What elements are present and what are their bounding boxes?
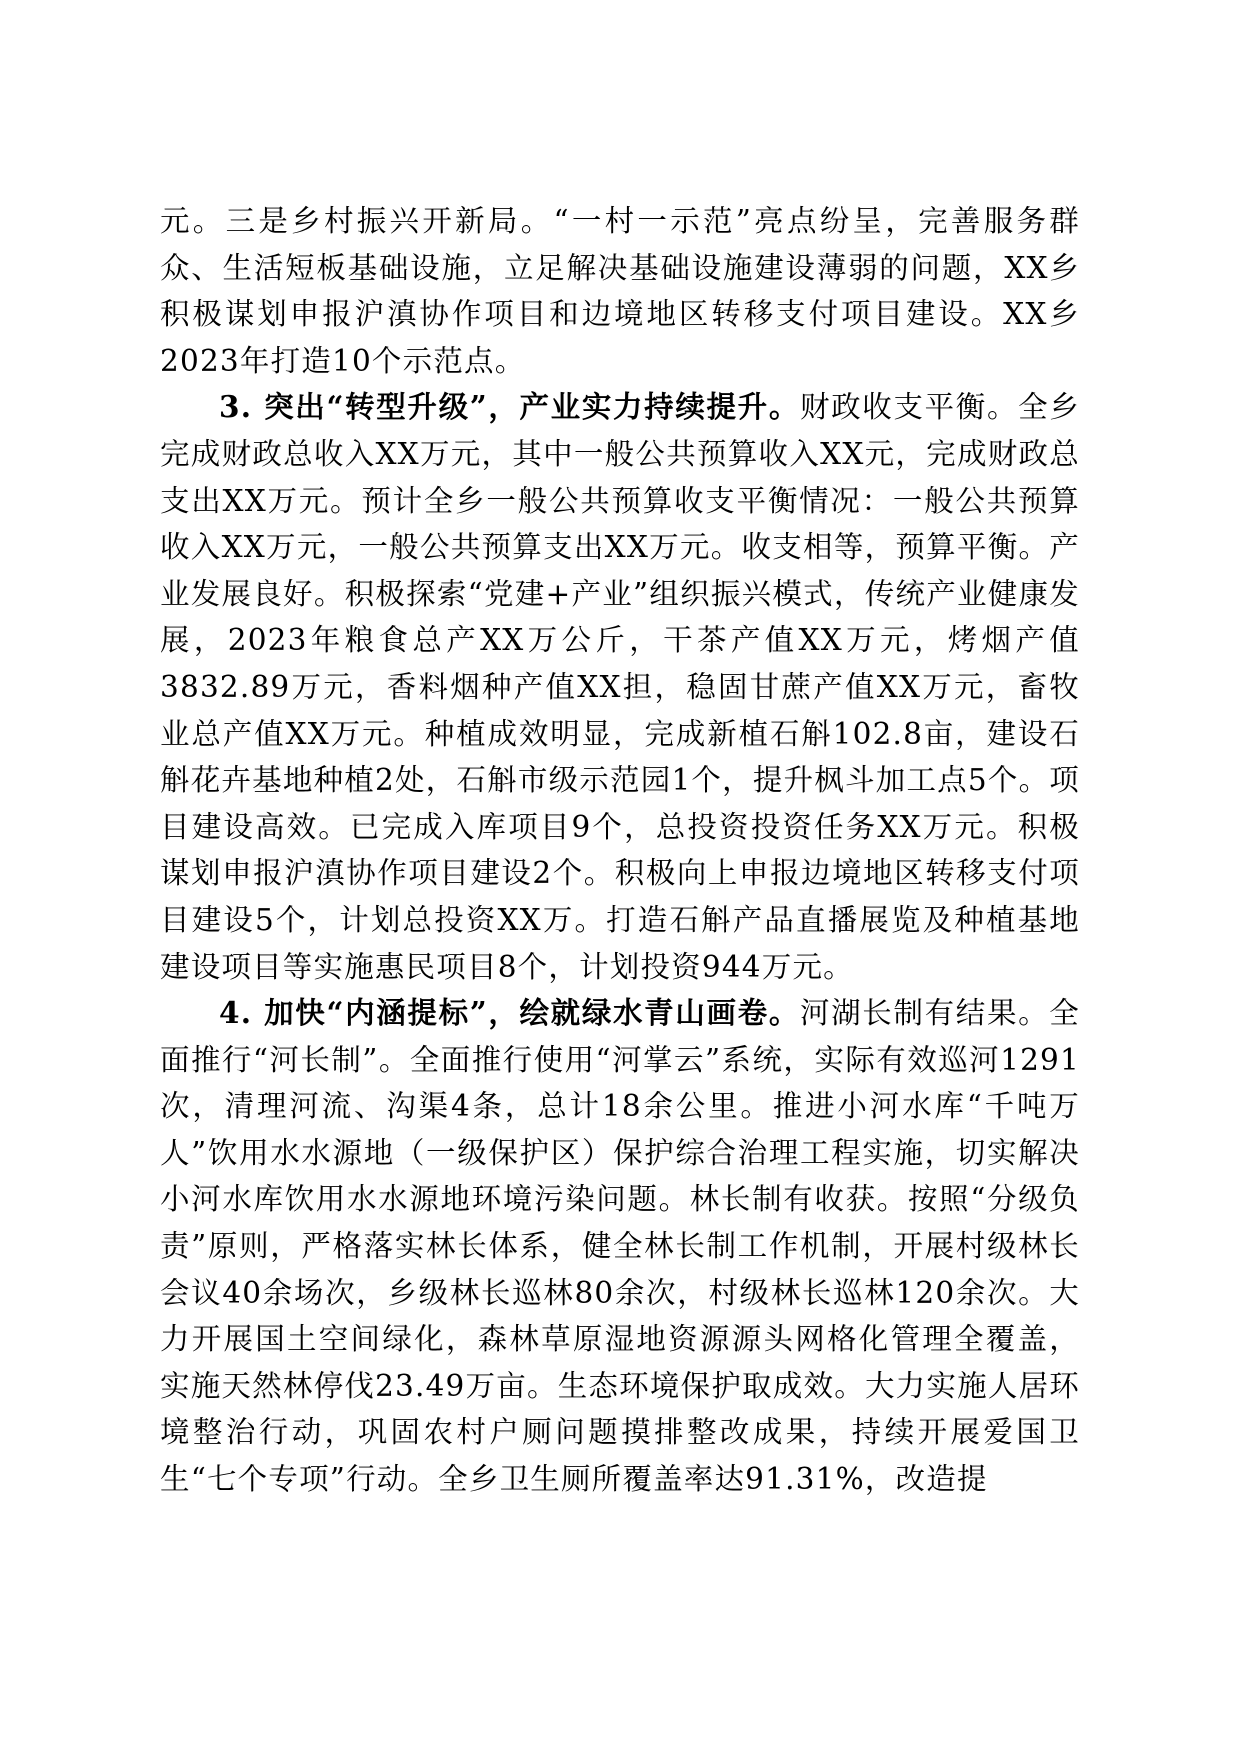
paragraph-body: 元。三是乡村振兴开新局。“一村一示范”亮点纷呈，完善服务群众、生活短板基础设施，立足解决基础设施建设薄弱的问题，XX乡积极谋划申报沪滇协作项目和边境地区转移支付项目建设。XX乡2023年打造10个示范点。 [160,204,1080,378]
document-page [160,198,1080,1503]
section-heading: 4. 加快“内涵提标”，绘就绿水青山画卷。 [219,995,800,1031]
paragraph-rural-revitalization [160,198,1080,384]
section-heading: 3. 突出“转型升级”，产业实力持续提升。 [219,389,800,425]
paragraph-green-ecology [160,990,1080,1503]
paragraph-body: 财政收支平衡。全乡完成财政总收入XX万元，其中一般公共预算收入XX元，完成财政总支出XX万元。预计全乡一般公共预算收支平衡情况：一般公共预算收入XX万元，一般公共预算支出XX万元。收支相等，预算平衡。产业发展良好。积极探索“党建+产业”组织振兴模式，传统产业健康发展，2023年粮食总产XX万公斤，干茶产值XX万元，烤烟产值3832.89万元，香料烟种产值XX担，稳固甘蔗产值XX万元，畜牧业总产值XX万元。种植成效明显，完成新植石斛102.8亩，建设石斛花卉基地种植2处，石斛市级示范园1个，提升枫斗加工点5个。项目建设高效。已完成入库项目9个，总投资投资任务XX万元。积极谋划申报沪滇协作项目建设2个。积极向上申报边境地区转移支付项目建设5个，计划总投资XX万。打造石斛产品直播展览及种植基地建设项目等实施惠民项目8个，计划投资944万元。 [160,390,1080,984]
paragraph-industry-upgrade [160,384,1080,990]
paragraph-body: 河湖长制有结果。全面推行“河长制”。全面推行使用“河掌云”系统，实际有效巡河1291次，清理河流、沟渠4条，总计18余公里。推进小河水库“千吨万人”饮用水水源地（一级保护区）保护综合治理工程实施，切实解决小河水库饮用水水源地环境污染问题。林长制有收获。按照“分级负责”原则，严格落实林长体系，健全林长制工作机制，开展村级林长会议40余场次，乡级林长巡林80余次，村级林长巡林120余次。大力开展国土空间绿化，森林草原湿地资源源头网格化管理全覆盖，实施天然林停伐23.49万亩。生态环境保护取成效。大力实施人居环境整治行动，巩固农村户厕问题摸排整改成果，持续开展爱国卫生“七个专项”行动。全乡卫生厕所覆盖率达91.31%，改造提 [160,996,1080,1497]
